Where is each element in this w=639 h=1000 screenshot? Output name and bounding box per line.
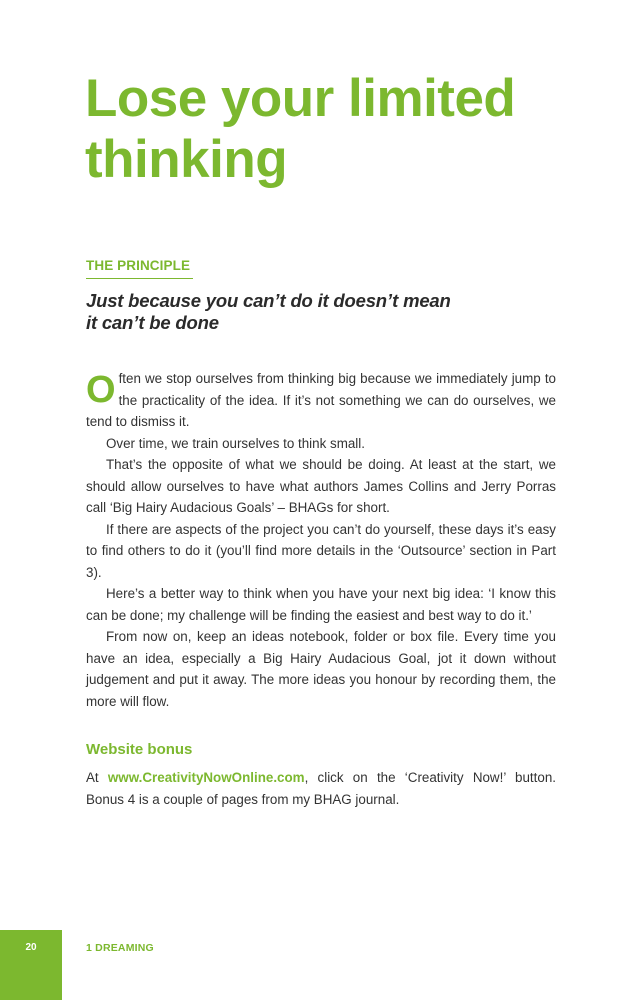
paragraph-5: Here’s a better way to think when you have your next big idea: ‘I know this can be done; my challenge will be finding the easiest and best way to do it.’ xyxy=(86,586,556,623)
principle-quote-line-2: it can’t be done xyxy=(86,312,219,333)
principle-underline xyxy=(86,278,193,279)
paragraph-3: That’s the opposite of what we should be doing. At least at the start, we should allow ourselves to have what authors James Collins and Jerry Porras call ‘Big Hairy Audacious Goals’ – BHAGs for short. xyxy=(86,457,556,515)
bonus-prefix: At xyxy=(86,770,108,785)
page-title xyxy=(85,68,605,190)
running-footer-section: 1 DREAMING xyxy=(86,942,154,954)
principle-label: THE PRINCIPLE xyxy=(86,258,191,273)
paragraph-2: Over time, we train ourselves to think small. xyxy=(106,435,365,451)
paragraph-1-text: ften we stop ourselves from thinking big because we immediately jump to the practicality of the idea. If it’s not something we can do ourselves, we tend to dismiss it. xyxy=(86,371,556,429)
body-text xyxy=(86,368,556,712)
drop-cap: O xyxy=(86,369,116,411)
page-title-line-2: thinking xyxy=(85,130,288,189)
principle-quote-line-1: Just because you can’t do it doesn’t mean xyxy=(86,290,451,311)
website-bonus-heading: Website bonus xyxy=(86,741,193,758)
paragraph-1 xyxy=(86,368,556,433)
paragraph-4: If there are aspects of the project you can’t do yourself, these days it’s easy to find others to do it (you’ll find more details in the ‘Outsource’ section in Part 3). xyxy=(86,521,556,580)
page-title-line-1: Lose your limited xyxy=(85,69,516,128)
principle-quote xyxy=(86,290,506,334)
website-bonus-text xyxy=(86,767,556,810)
bonus-suffix: , click on the ‘Creativity Now!’ button. Bonus 4 is a couple of pages from my BHAG journal. xyxy=(86,770,556,807)
page-number: 20 xyxy=(25,942,37,953)
paragraph-6: From now on, keep an ideas notebook, folder or box file. Every time you have an idea, especially a Big Hairy Audacious Goal, jot it down without judgement and put it away. The more ideas you honour by recording them, the more will flow. xyxy=(86,629,556,709)
website-link[interactable]: www.CreativityNowOnline.com xyxy=(107,770,305,785)
